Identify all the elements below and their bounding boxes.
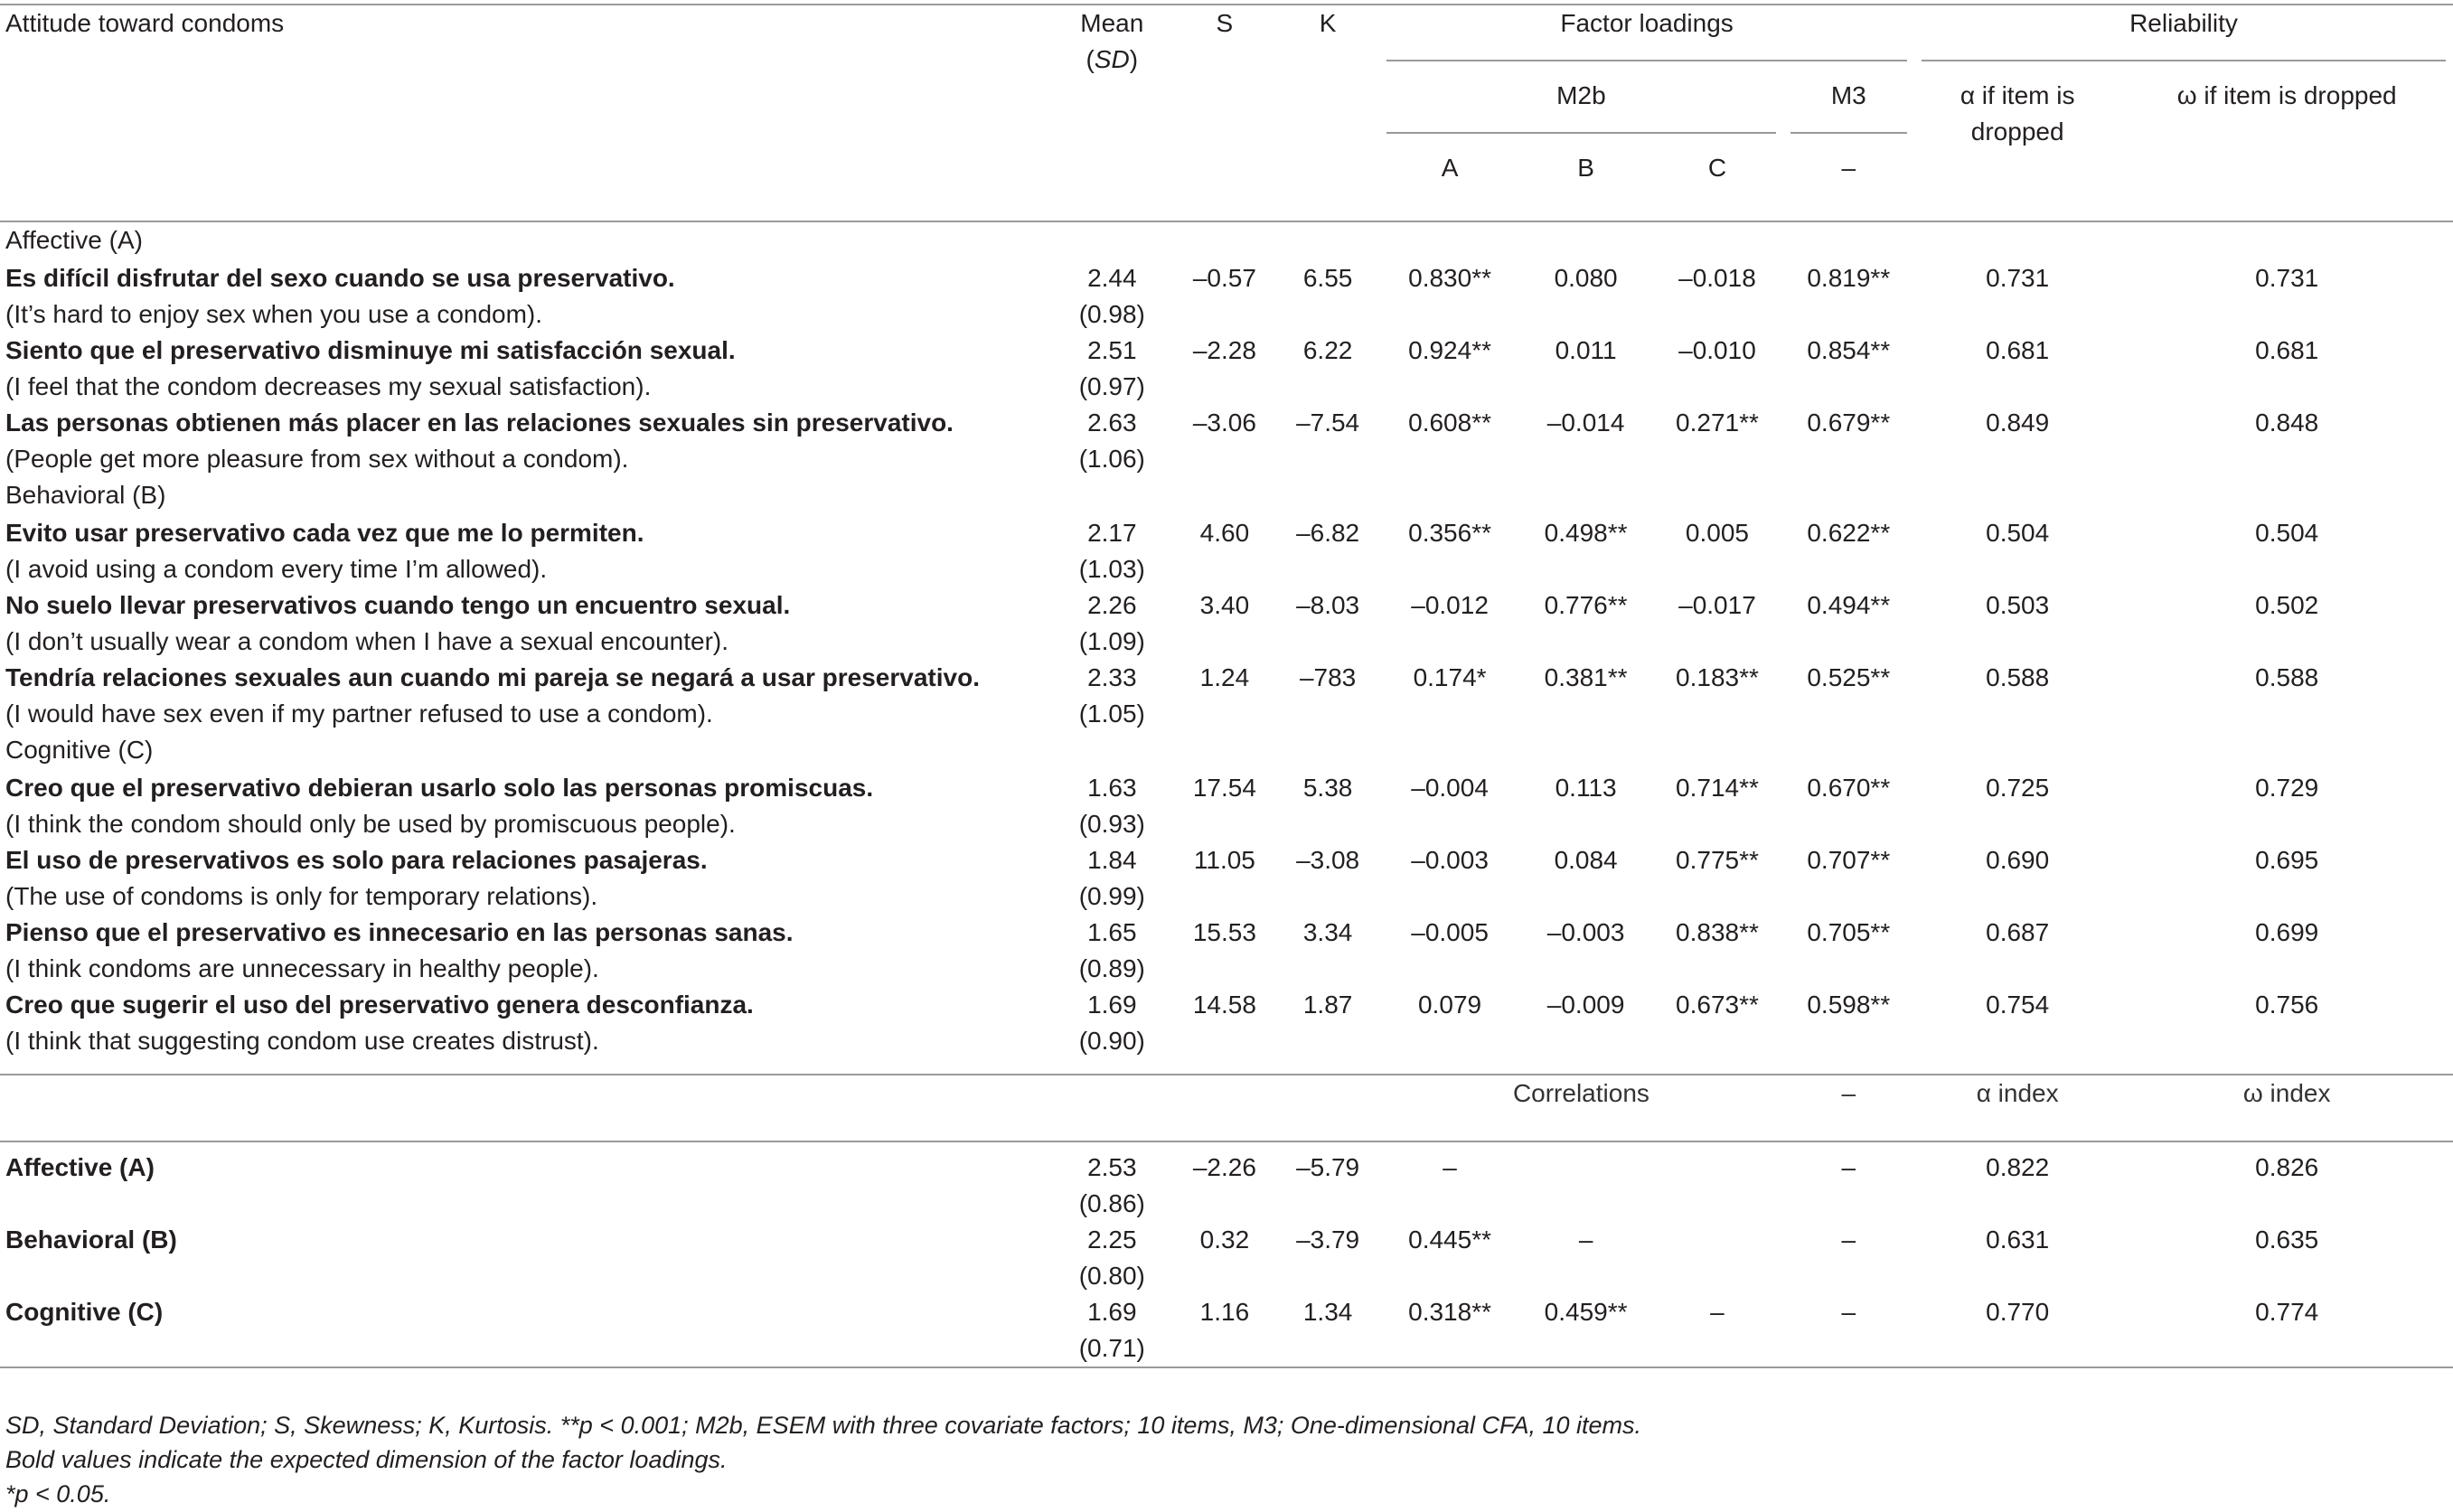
summary-mean-cell: 2.53 (0.86) <box>1078 1153 1145 1217</box>
skewness-column-header: S <box>1216 9 1234 37</box>
loading-c-cell: 0.673** <box>1676 991 1759 1019</box>
table-row <box>0 770 2453 842</box>
item-english: (I feel that the condom decreases my sexual satisfaction). <box>5 372 652 400</box>
section-header-row <box>0 732 2453 770</box>
summary-mean-cell: 2.25 (0.80) <box>1078 1226 1145 1290</box>
summary-row <box>0 1294 2453 1367</box>
loading-m3-cell: 0.494** <box>1807 591 1891 619</box>
table-row <box>0 260 2453 333</box>
omega-dropped-cell: 0.848 <box>2255 409 2319 437</box>
alpha-dropped-cell: 0.690 <box>1986 846 2050 874</box>
item-text <box>0 587 1051 660</box>
item-english: (I think condoms are unnecessary in healthy people). <box>5 954 599 982</box>
m3-dash-header: – <box>1841 154 1856 182</box>
skewness-cell: 17.54 <box>1192 774 1256 802</box>
loading-b-cell: 0.084 <box>1554 846 1618 874</box>
omega-index-cell: 0.774 <box>2255 1298 2319 1326</box>
section-header-row <box>0 221 2453 260</box>
gap-row <box>0 1141 2453 1150</box>
footnote-bold: Bold values indicate the expected dimension of the factor loadings. <box>5 1446 728 1473</box>
kurtosis-cell: –8.03 <box>1296 591 1360 619</box>
factor-c-header: C <box>1707 154 1727 182</box>
correlation-b-cell: 0.459** <box>1544 1298 1628 1326</box>
section-title: Behavioral (B) <box>5 481 166 509</box>
reliability-header: Reliability <box>1914 5 2453 78</box>
loading-c-cell: 0.183** <box>1676 663 1759 691</box>
correlation-c-cell <box>1651 1222 1782 1294</box>
factor-b-header: B <box>1577 154 1594 182</box>
kurtosis-cell: –783 <box>1299 663 1357 691</box>
item-english: (People get more pleasure from sex without a condom). <box>5 445 629 473</box>
loading-a-cell: –0.004 <box>1411 774 1489 802</box>
loading-c-cell: –0.010 <box>1678 336 1756 364</box>
omega-dropped-cell: 0.695 <box>2255 846 2319 874</box>
mean-sd-cell: 1.84 (0.99) <box>1078 846 1145 910</box>
summary-row <box>0 1150 2453 1222</box>
loading-c-cell: 0.005 <box>1685 519 1749 547</box>
kurtosis-cell: –7.54 <box>1296 409 1360 437</box>
omega-dropped-cell: 0.504 <box>2255 519 2319 547</box>
correlations-header-row <box>0 1075 2453 1141</box>
loading-c-cell: 0.714** <box>1676 774 1759 802</box>
loading-b-cell: –0.014 <box>1546 409 1625 437</box>
item-spanish: No suelo llevar preservativos cuando tengo un encuentro sexual. <box>5 591 791 619</box>
mean-sd-cell: 1.65 (0.89) <box>1078 918 1145 982</box>
omega-dropped-cell: 0.588 <box>2255 663 2319 691</box>
item-english: (I think that suggesting condom use creates distrust). <box>5 1027 599 1055</box>
alpha-index-label: α index <box>1976 1079 2059 1107</box>
alpha-dropped-cell: 0.725 <box>1986 774 2050 802</box>
item-text <box>0 260 1051 333</box>
item-english: (I avoid using a condom every time I’m allowed). <box>5 555 548 583</box>
item-spanish: Tendría relaciones sexuales aun cuando mi pareja se negará a usar preservativo. <box>5 663 980 691</box>
loading-c-cell: 0.271** <box>1676 409 1759 437</box>
loading-b-cell: 0.011 <box>1555 336 1617 364</box>
mean-sd-cell: 1.69 (0.90) <box>1078 991 1145 1055</box>
section-title: Affective (A) <box>5 226 143 254</box>
kurtosis-column-header: K <box>1319 9 1337 37</box>
mean-column-header: Mean (SD) <box>1080 9 1144 73</box>
loading-a-cell: 0.830** <box>1408 264 1491 292</box>
omega-index-cell: 0.635 <box>2255 1226 2319 1254</box>
mean-sd-cell: 2.44 (0.98) <box>1078 264 1145 328</box>
kurtosis-cell: –3.08 <box>1296 846 1360 874</box>
loading-m3-cell: 0.670** <box>1807 774 1891 802</box>
omega-index-label: ω index <box>2242 1079 2331 1107</box>
loading-a-cell: 0.924** <box>1408 336 1491 364</box>
alpha-index-cell: 0.822 <box>1986 1153 2050 1181</box>
summary-label: Behavioral (B) <box>5 1226 177 1254</box>
table-row <box>0 587 2453 660</box>
summary-m3-label: – <box>1841 1079 1856 1107</box>
omega-dropped-cell: 0.729 <box>2255 774 2319 802</box>
section-header-row <box>0 477 2453 515</box>
omega-dropped-cell: 0.756 <box>2255 991 2319 1019</box>
loading-m3-cell: 0.819** <box>1807 264 1891 292</box>
item-spanish: Pienso que el preservativo es innecesario en las personas sanas. <box>5 918 794 946</box>
summary-label: Cognitive (C) <box>5 1298 164 1326</box>
summary-kurtosis-cell: 1.34 <box>1302 1298 1353 1326</box>
correlation-b-cell <box>1520 1150 1651 1222</box>
header-row-1 <box>0 5 2453 78</box>
item-text <box>0 515 1051 587</box>
omega-dropped-cell: 0.699 <box>2255 918 2319 946</box>
item-text <box>0 842 1051 915</box>
correlation-a-cell: 0.318** <box>1408 1298 1491 1326</box>
item-spanish: Creo que el preservativo debieran usarlo solo las personas promiscuas. <box>5 774 874 802</box>
summary-kurtosis-cell: –5.79 <box>1296 1153 1360 1181</box>
mean-sd-cell: 2.51 (0.97) <box>1078 336 1145 400</box>
item-spanish: Siento que el preservativo disminuye mi satisfacción sexual. <box>5 336 736 364</box>
skewness-cell: 1.24 <box>1199 663 1250 691</box>
kurtosis-cell: –6.82 <box>1296 519 1360 547</box>
correlations-label: Correlations <box>1512 1079 1649 1107</box>
table-row <box>0 842 2453 915</box>
item-english: (The use of condoms is only for temporary relations). <box>5 882 598 910</box>
m3-header: M3 <box>1783 78 1914 150</box>
mean-sd-cell: 2.63 (1.06) <box>1078 409 1145 473</box>
item-text <box>0 987 1051 1059</box>
skewness-cell: –0.57 <box>1192 264 1256 292</box>
loading-b-cell: –0.009 <box>1546 991 1625 1019</box>
loading-c-cell: –0.018 <box>1678 264 1756 292</box>
alpha-index-cell: 0.631 <box>1986 1226 2050 1254</box>
loading-b-cell: 0.381** <box>1544 663 1628 691</box>
item-english: (It’s hard to enjoy sex when you use a condom). <box>5 300 543 328</box>
kurtosis-cell: 6.55 <box>1302 264 1353 292</box>
item-text <box>0 770 1051 842</box>
summary-skewness-cell: 0.32 <box>1199 1226 1250 1254</box>
omega-index-cell: 0.826 <box>2255 1153 2319 1181</box>
summary-m3-cell: – <box>1841 1226 1856 1254</box>
table-row <box>0 515 2453 587</box>
summary-label: Affective (A) <box>5 1153 155 1181</box>
alpha-dropped-header: α if item is dropped <box>1960 81 2075 146</box>
skewness-cell: 15.53 <box>1192 918 1256 946</box>
alpha-dropped-cell: 0.687 <box>1986 918 2050 946</box>
table-body <box>0 221 2453 1367</box>
loading-c-cell: 0.775** <box>1676 846 1759 874</box>
skewness-cell: 14.58 <box>1192 991 1256 1019</box>
loading-m3-cell: 0.679** <box>1807 409 1891 437</box>
kurtosis-cell: 5.38 <box>1302 774 1353 802</box>
correlation-a-cell: 0.445** <box>1408 1226 1491 1254</box>
loading-m3-cell: 0.854** <box>1807 336 1891 364</box>
loading-a-cell: –0.003 <box>1411 846 1489 874</box>
table-row <box>0 333 2453 405</box>
separator-row <box>0 1059 2453 1075</box>
table-row <box>0 987 2453 1059</box>
item-column-header: Attitude toward condoms <box>5 9 285 37</box>
factor-loadings-header: Factor loadings <box>1379 5 1914 78</box>
omega-dropped-cell: 0.731 <box>2255 264 2319 292</box>
mean-sd-cell: 2.17 (1.03) <box>1078 519 1145 583</box>
kurtosis-cell: 1.87 <box>1302 991 1353 1019</box>
mean-sd-cell: 2.26 (1.09) <box>1078 591 1145 655</box>
loading-m3-cell: 0.622** <box>1807 519 1891 547</box>
loading-m3-cell: 0.598** <box>1807 991 1891 1019</box>
header-row-3 <box>0 150 2453 221</box>
table-row <box>0 915 2453 987</box>
loading-a-cell: –0.005 <box>1411 918 1489 946</box>
footnote-abbreviations: SD, Standard Deviation; S, Skewness; K, Kurtosis. **p < 0.001; M2b, ESEM with three covariate factors; 10 items, M3; One-dimensional CFA, 10 items. <box>5 1412 1642 1439</box>
section-title: Cognitive (C) <box>5 736 154 764</box>
omega-dropped-cell: 0.681 <box>2255 336 2319 364</box>
loading-a-cell: 0.356** <box>1408 519 1491 547</box>
loading-b-cell: 0.113 <box>1555 774 1617 802</box>
results-table <box>0 4 2453 1368</box>
skewness-cell: 3.40 <box>1199 591 1250 619</box>
loading-a-cell: –0.012 <box>1411 591 1489 619</box>
kurtosis-cell: 3.34 <box>1302 918 1353 946</box>
alpha-dropped-cell: 0.754 <box>1986 991 2050 1019</box>
summary-mean-cell: 1.69 (0.71) <box>1078 1298 1145 1362</box>
alpha-dropped-cell: 0.588 <box>1986 663 2050 691</box>
item-spanish: El uso de preservativos es solo para relaciones pasajeras. <box>5 846 708 874</box>
summary-skewness-cell: 1.16 <box>1199 1298 1250 1326</box>
summary-skewness-cell: –2.26 <box>1192 1153 1256 1181</box>
mean-sd-cell: 2.33 (1.05) <box>1078 663 1145 728</box>
alpha-dropped-cell: 0.849 <box>1986 409 2050 437</box>
loading-a-cell: 0.079 <box>1418 991 1482 1019</box>
omega-dropped-header: ω if item is dropped <box>2176 81 2397 109</box>
alpha-dropped-cell: 0.503 <box>1986 591 2050 619</box>
item-spanish: Evito usar preservativo cada vez que me lo permiten. <box>5 519 644 547</box>
loading-a-cell: 0.608** <box>1408 409 1491 437</box>
skewness-cell: 11.05 <box>1193 846 1255 874</box>
kurtosis-cell: 6.22 <box>1302 336 1353 364</box>
loading-a-cell: 0.174* <box>1413 663 1487 691</box>
skewness-cell: –3.06 <box>1192 409 1256 437</box>
skewness-cell: –2.28 <box>1192 336 1256 364</box>
correlation-c-cell: – <box>1710 1298 1725 1326</box>
item-english: (I think the condom should only be used by promiscuous people). <box>5 810 736 838</box>
alpha-dropped-cell: 0.681 <box>1986 336 2050 364</box>
factor-a-header: A <box>1441 154 1459 182</box>
summary-m3-cell: – <box>1841 1298 1856 1326</box>
item-spanish: Es difícil disfrutar del sexo cuando se usa preservativo. <box>5 264 675 292</box>
correlation-b-cell: – <box>1578 1226 1593 1254</box>
loading-m3-cell: 0.707** <box>1807 846 1891 874</box>
loading-c-cell: –0.017 <box>1678 591 1756 619</box>
item-english: (I would have sex even if my partner refused to use a condom). <box>5 700 713 728</box>
item-text <box>0 915 1051 987</box>
correlation-c-cell <box>1651 1150 1782 1222</box>
loading-b-cell: 0.776** <box>1544 591 1628 619</box>
item-text <box>0 405 1051 477</box>
loading-m3-cell: 0.705** <box>1807 918 1891 946</box>
omega-dropped-cell: 0.502 <box>2255 591 2319 619</box>
mean-sd-cell: 1.63 (0.93) <box>1078 774 1145 838</box>
loading-b-cell: 0.498** <box>1544 519 1628 547</box>
item-spanish: Creo que sugerir el uso del preservativo genera desconfianza. <box>5 991 754 1019</box>
summary-m3-cell: – <box>1841 1153 1856 1181</box>
item-english: (I don’t usually wear a condom when I have a sexual encounter). <box>5 627 729 655</box>
loading-c-cell: 0.838** <box>1676 918 1759 946</box>
loading-m3-cell: 0.525** <box>1807 663 1891 691</box>
loading-b-cell: –0.003 <box>1546 918 1625 946</box>
header-row-2 <box>0 78 2453 150</box>
table-row <box>0 660 2453 732</box>
item-text <box>0 333 1051 405</box>
table-row <box>0 405 2453 477</box>
skewness-cell: 4.60 <box>1199 519 1250 547</box>
m2b-header: M2b <box>1379 78 1782 150</box>
footnote-significance: *p < 0.05. <box>5 1480 111 1507</box>
correlation-a-cell: – <box>1443 1153 1457 1181</box>
alpha-dropped-cell: 0.504 <box>1986 519 2050 547</box>
alpha-dropped-cell: 0.731 <box>1986 264 2050 292</box>
summary-kurtosis-cell: –3.79 <box>1296 1226 1360 1254</box>
alpha-index-cell: 0.770 <box>1986 1298 2050 1326</box>
footnotes <box>5 1408 1641 1511</box>
item-text <box>0 660 1051 732</box>
item-spanish: Las personas obtienen más placer en las relaciones sexuales sin preservativo. <box>5 409 954 437</box>
loading-b-cell: 0.080 <box>1554 264 1618 292</box>
summary-row <box>0 1222 2453 1294</box>
